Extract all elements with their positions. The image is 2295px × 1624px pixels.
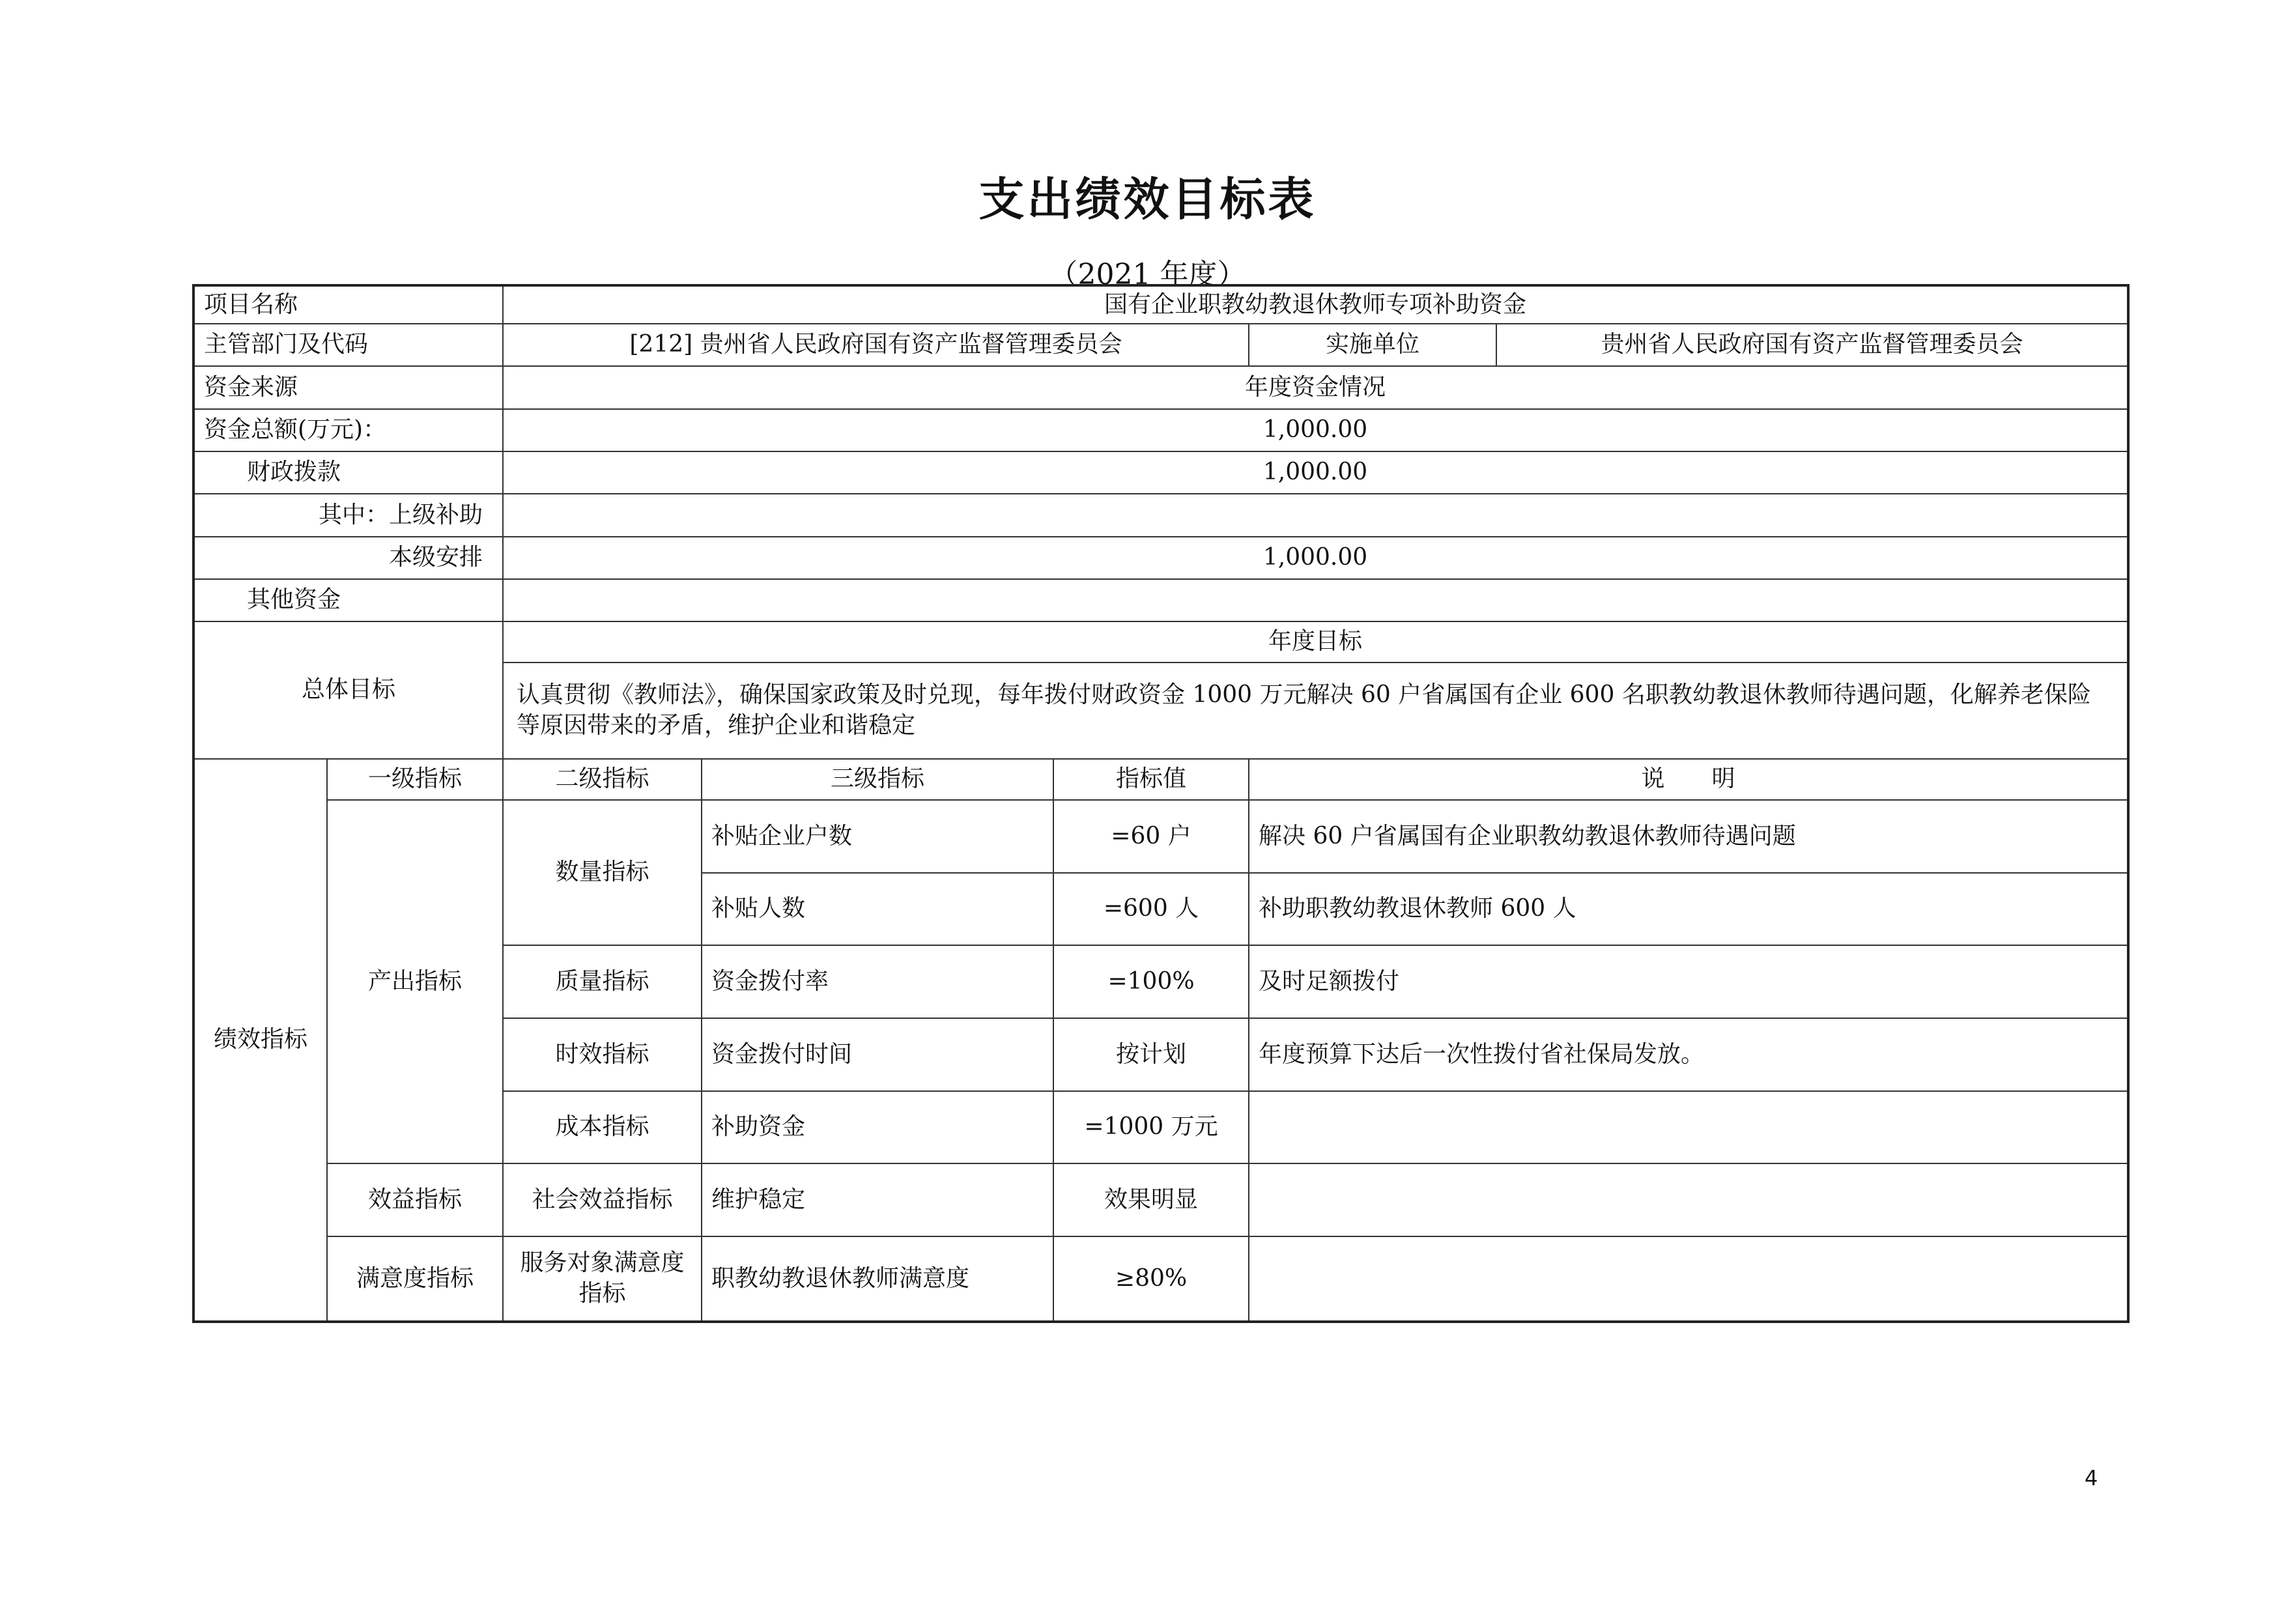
quantity-indicator-label: 数量指标 (503, 800, 702, 945)
level3-cell: 资金拨付时间 (702, 1018, 1053, 1091)
cost-indicator-label: 成本指标 (503, 1091, 702, 1164)
row-upper-subsidy (193, 494, 2128, 536)
total-fund-label: 资金总额(万元)： (193, 409, 503, 451)
header-value: 指标值 (1053, 759, 1249, 800)
department-value: [212] 贵州省人民政府国有资产监督管理委员会 (503, 324, 1249, 366)
implementing-unit-value: 贵州省人民政府国有资产监督管理委员会 (1496, 324, 2128, 366)
row-total-fund (193, 409, 2128, 451)
note-cell: 年度预算下达后一次性拨付省社保局发放。 (1249, 1018, 2128, 1091)
timeliness-indicator-label: 时效指标 (503, 1018, 702, 1091)
service-satisfaction-label: 服务对象满意度指标 (503, 1236, 702, 1322)
value-cell: ≥80% (1053, 1236, 1249, 1322)
page-title: 支出绩效目标表 (978, 172, 1317, 226)
fiscal-value: 1,000.00 (503, 451, 2128, 494)
other-fund-label: 其他资金 (193, 579, 503, 621)
annual-goal-text: 认真贯彻《教师法》，确保国家政策及时兑现，每年拨付财政资金 1000 万元解决 60 户省属国有企业 600 名职教幼教退休教师待遇问题，化解养老保险等原因带来的矛盾，维护企业和谐稳定 (503, 662, 2128, 759)
value-cell: =100% (1053, 945, 1249, 1018)
level3-cell: 补贴人数 (702, 873, 1053, 946)
table-row (193, 800, 2128, 873)
total-fund-value: 1,000.00 (503, 409, 2128, 451)
overall-goal-label: 总体目标 (193, 621, 503, 759)
level3-cell: 资金拨付率 (702, 945, 1053, 1018)
upper-subsidy-value (503, 494, 2128, 536)
table-row (193, 1236, 2128, 1322)
implementing-unit-label: 实施单位 (1249, 324, 1496, 366)
benefit-indicator-label: 效益指标 (327, 1163, 503, 1236)
output-indicator-label: 产出指标 (327, 800, 503, 1163)
fiscal-label: 财政拨款 (193, 451, 503, 494)
note-cell: 解决 60 户省属国有企业职教幼教退休教师待遇问题 (1249, 800, 2128, 873)
annual-fund-label: 年度资金情况 (503, 366, 2128, 408)
row-department (193, 324, 2128, 366)
department-label: 主管部门及代码 (193, 324, 503, 366)
quality-indicator-label: 质量指标 (503, 945, 702, 1018)
level3-cell: 补贴企业户数 (702, 800, 1053, 873)
value-cell: 效果明显 (1053, 1163, 1249, 1236)
note-cell (1249, 1163, 2128, 1236)
row-other-fund (193, 579, 2128, 621)
annual-goal-label: 年度目标 (503, 621, 2128, 662)
row-project-name (193, 285, 2128, 324)
table-row (193, 1163, 2128, 1236)
performance-indicator-label: 绩效指标 (193, 759, 327, 1322)
row-fund-source (193, 366, 2128, 408)
value-cell: =60 户 (1053, 800, 1249, 873)
social-benefit-label: 社会效益指标 (503, 1163, 702, 1236)
level3-cell: 补助资金 (702, 1091, 1053, 1164)
note-cell (1249, 1091, 2128, 1164)
fund-source-label: 资金来源 (193, 366, 503, 408)
value-cell: 按计划 (1053, 1018, 1249, 1091)
row-overall-goal (193, 621, 2128, 662)
performance-table (192, 284, 2130, 1323)
row-local-arrangement (193, 537, 2128, 579)
value-cell: =600 人 (1053, 873, 1249, 946)
note-cell (1249, 1236, 2128, 1322)
upper-subsidy-label: 其中：上级补助 (193, 494, 503, 536)
value-cell: =1000 万元 (1053, 1091, 1249, 1164)
row-perf-header (193, 759, 2128, 800)
header-level3: 三级指标 (702, 759, 1053, 800)
row-fiscal (193, 451, 2128, 494)
project-name-value: 国有企业职教幼教退休教师专项补助资金 (503, 285, 2128, 324)
level3-cell: 维护稳定 (702, 1163, 1053, 1236)
note-cell: 及时足额拨付 (1249, 945, 2128, 1018)
page-number: 4 (2085, 1466, 2098, 1490)
header-level2: 二级指标 (503, 759, 702, 800)
header-level1: 一级指标 (327, 759, 503, 800)
other-fund-value (503, 579, 2128, 621)
header-note: 说 明 (1249, 759, 2128, 800)
level3-cell: 职教幼教退休教师满意度 (702, 1236, 1053, 1322)
satisfaction-indicator-label: 满意度指标 (327, 1236, 503, 1322)
page-subtitle: （2021 年度） (1049, 258, 1246, 291)
note-cell: 补助职教幼教退休教师 600 人 (1249, 873, 2128, 946)
local-arrangement-label: 本级安排 (193, 537, 503, 579)
local-arrangement-value: 1,000.00 (503, 537, 2128, 579)
project-name-label: 项目名称 (193, 285, 503, 324)
